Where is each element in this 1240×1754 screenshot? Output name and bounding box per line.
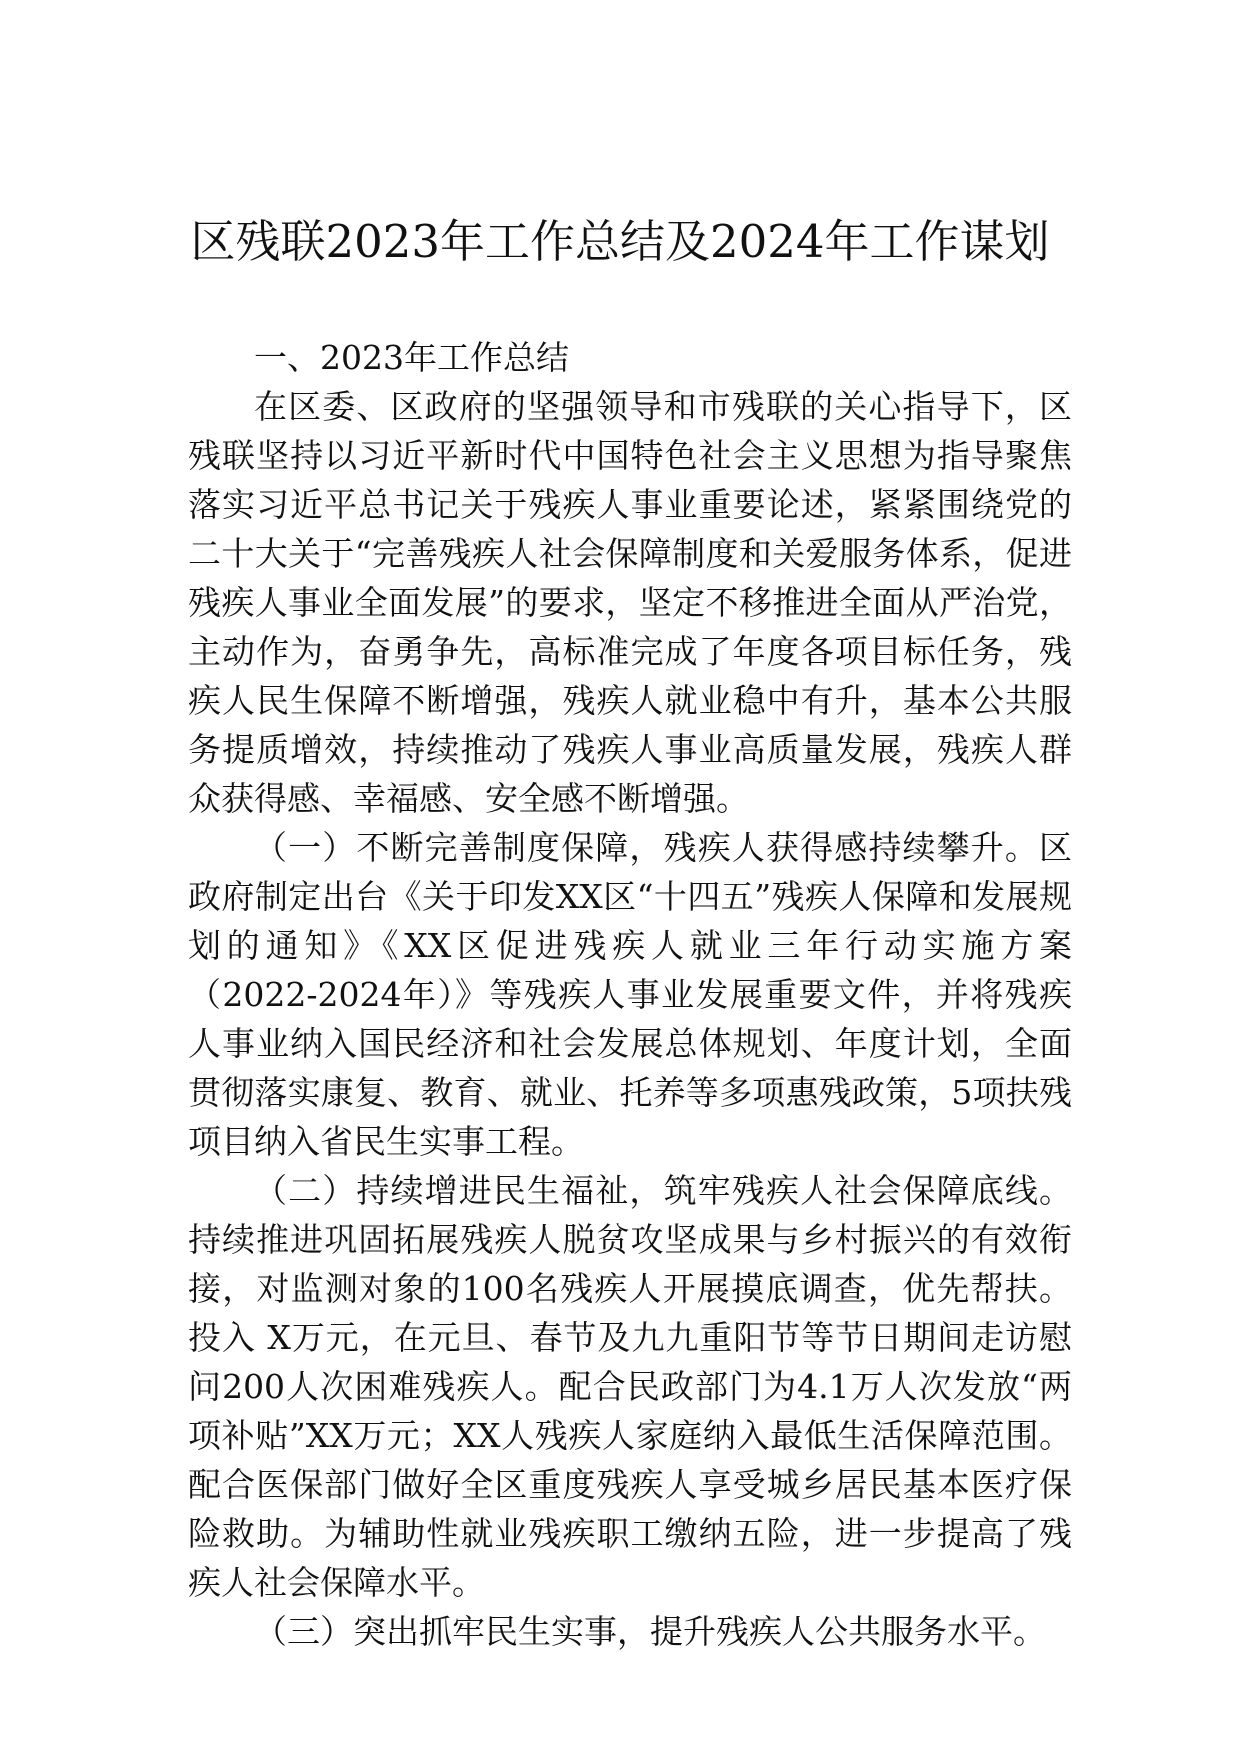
document-title: 区残联2023年工作总结及2024年工作谋划 [190,215,1050,268]
paragraph-section-2: （二）持续增进民生福祉，筑牢残疾人社会保障底线。持续推进巩固拓展残疾人脱贫攻坚成果与乡村振兴的有效衔接，对监测对象的100名残疾人开展摸底调查，优先帮扶。投入 X万元，在元旦、春节及九九重阳节等节日期间走访慰问200人次困难残疾人。配合民政部门为4.1万人次发放“两项补贴”XX万元；XX人残疾人家庭纳入最低生活保障范围。配合医保部门做好全区重度残疾人享受城乡居民基本医疗保险救助。为辅助性就业残疾职工缴纳五险，进一步提高了残疾人社会保障水平。 [188,1171,1072,1602]
document-body [188,333,1072,1656]
paragraph-intro: 在区委、区政府的坚强领导和市残联的关心指导下，区残联坚持以习近平新时代中国特色社会主义思想为指导聚焦落实习近平总书记关于残疾人事业重要论述，紧紧围绕党的二十大关于“完善残疾人社会保障制度和关爱服务体系，促进残疾人事业全面发展”的要求，坚定不移推进全面从严治党，主动作为，奋勇争先，高标准完成了年度各项目标任务，残疾人民生保障不断增强，残疾人就业稳中有升，基本公共服务提质增效，持续推动了残疾人事业高质量发展，残疾人群众获得感、幸福感、安全感不断增强。 [188,387,1072,818]
paragraph-section-1: （一）不断完善制度保障，残疾人获得感持续攀升。区政府制定出台《关于印发XX区“十四五”残疾人保障和发展规划的通知》《XX区促进残疾人就业三年行动实施方案（2022-2024年）》等残疾人事业发展重要文件，并将残疾人事业纳入国民经济和社会发展总体规划、年度计划，全面贯彻落实康复、教育、就业、托养等多项惠残政策，5项扶残项目纳入省民生实事工程。 [188,828,1072,1161]
paragraph-section-3: （三）突出抓牢民生实事，提升残疾人公共服务水平。 [254,1612,1046,1651]
section-heading: 一、2023年工作总结 [254,338,569,377]
